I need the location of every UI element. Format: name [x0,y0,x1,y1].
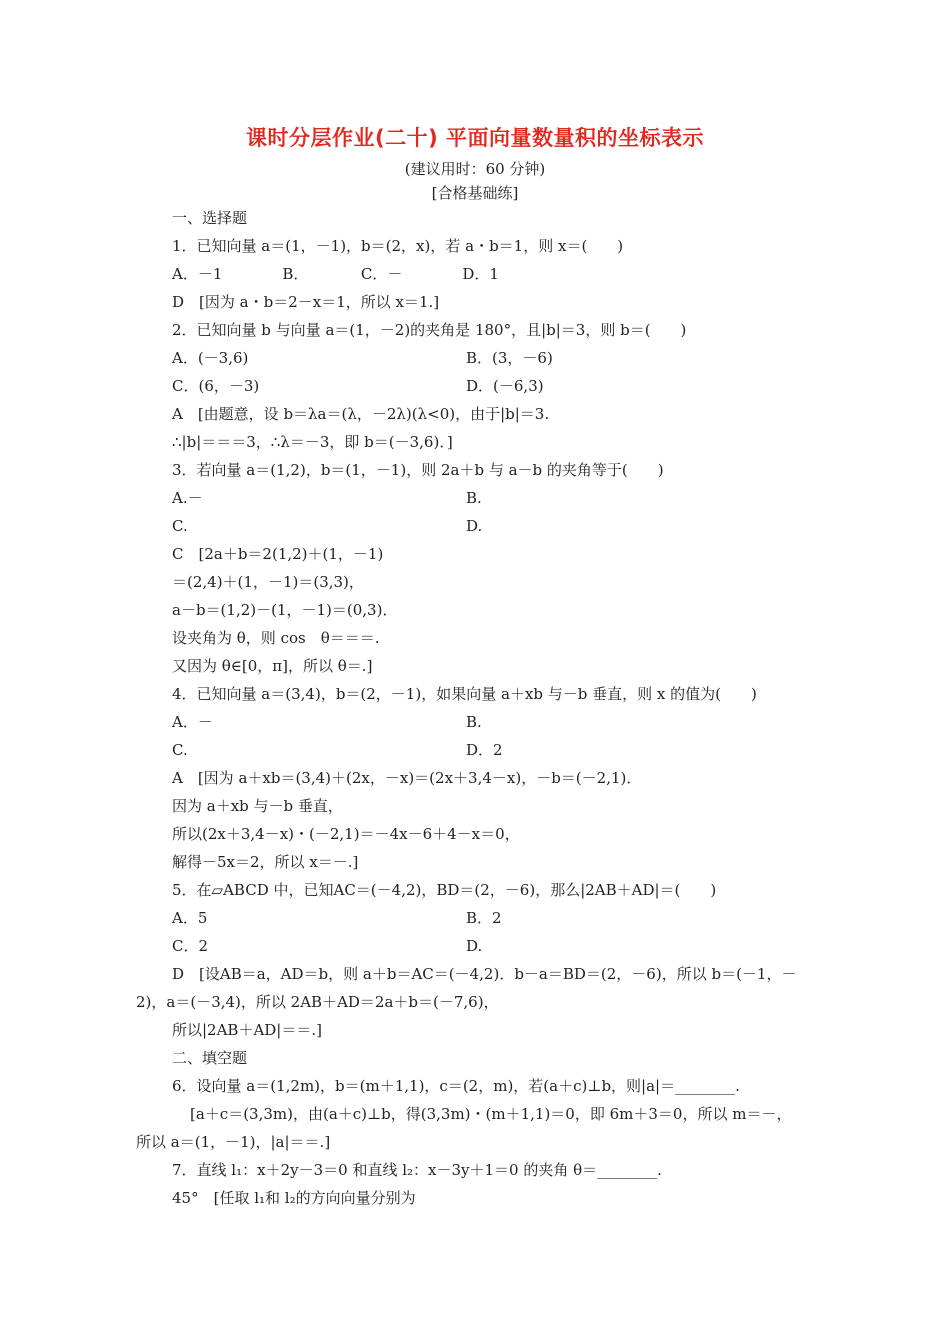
text-line: D. [466,937,483,955]
text-line: C. [172,517,188,535]
text-line: B. [466,713,482,731]
text-line: [a＋c＝(3,3m)，由(a＋c)⊥b，得(3,3m)・(m＋1,1)＝0，即 6m＋3＝0，所以 m＝－， [190,1105,792,1123]
text-line: A．5 [172,909,208,927]
text-line: ＝(2,4)＋(1，－1)＝(3,3)， [172,573,364,591]
text-line: 所以(2x＋3,4－x)・(－2,1)＝－4x－6＋4－x＝0， [172,825,520,843]
text-line: B. [466,489,482,507]
level-label: [合格基础练] [431,184,519,202]
text-line: 45° [任取 l₁和 l₂的方向向量分别为 [172,1189,416,1207]
text-line: C. [172,741,188,759]
text-line: A [因为 a＋xb＝(3,4)＋(2x，－x)＝(2x＋3,4－x)，－b＝(－2,1)． [172,769,642,787]
text-line: B．2 [466,909,502,927]
text-line: C [2a＋b＝2(1,2)＋(1，－1) [172,545,384,563]
text-line: ∴|b|＝＝＝3，∴λ＝－3，即 b＝(－3,6)．] [172,433,453,451]
text-line: 所以|2AB＋AD|＝＝.] [172,1021,322,1039]
text-line: 二、填空题 [172,1049,248,1067]
text-line: C．2 [172,937,209,955]
text-line: A.－ [172,489,203,507]
text-line: D [设AB＝a，AD＝b，则 a＋b＝AC＝(－4,2)．b－a＝BD＝(2，－6)，所以 b＝(－1，－ [172,965,797,983]
text-line: 解得－5x＝2，所以 x＝－.] [172,853,359,871]
text-line: 2)，a＝(－3,4)，所以 2AB＋AD＝2a＋b＝(－7,6)， [136,993,499,1011]
text-line: 因为 a＋xb 与－b 垂直， [172,797,343,815]
text-line: 2．已知向量 b 与向量 a＝(1，－2)的夹角是 180°，且|b|＝3，则 b＝( ) [172,321,687,339]
document-title: 课时分层作业(二十) 平面向量数量积的坐标表示 [245,126,704,150]
text-line: 又因为 θ∈[0，π]，所以 θ＝.] [172,657,373,675]
text-line: a－b＝(1,2)－(1，－1)＝(0,3)． [172,601,398,619]
text-line: A．(－3,6) [172,349,249,367]
text-line: D [因为 a・b＝2－x＝1，所以 x＝1.] [172,293,440,311]
text-line: B．(3，－6) [466,349,553,367]
text-line: 设夹角为 θ，则 cos θ＝＝＝. [172,629,380,647]
text-line: 4．已知向量 a＝(3,4)，b＝(2，－1)，如果向量 a＋xb 与－b 垂直，则 x 的值为( ) [172,685,757,703]
text-line: 3．若向量 a＝(1,2)，b＝(1，－1)，则 2a＋b 与 a－b 的夹角等于( ) [172,461,664,479]
text-line: C．(6，－3) [172,377,260,395]
text-line: D．(－6,3) [466,377,544,395]
text-line: D．2 [466,741,503,759]
suggested-time: (建议用时：60 分钟) [404,160,546,178]
text-line: 所以 a＝(1，－1)，|a|＝＝.] [136,1133,331,1151]
text-line: 一、选择题 [172,209,248,227]
text-line: A．－1 B． C．－ D．1 [172,265,499,283]
text-line: D. [466,517,483,535]
text-line: 1．已知向量 a＝(1，－1)，b＝(2，x)，若 a・b＝1，则 x＝( ) [172,237,624,255]
text-line: 5．在▱ABCD 中，已知AC＝(－4,2)，BD＝(2，－6)，那么|2AB＋AD|＝( ) [172,881,717,899]
text-line: A．－ [172,713,213,731]
text-line: A [由题意，设 b＝λa＝(λ，－2λ)(λ<0)，由于|b|＝3. [172,405,550,423]
text-line: 6．设向量 a＝(1,2m)，b＝(m＋1,1)，c＝(2，m)，若(a＋c)⊥b，则|a|＝________. [172,1077,740,1095]
text-line: 7．直线 l₁：x＋2y－3＝0 和直线 l₂：x－3y＋1＝0 的夹角 θ＝________. [172,1161,662,1179]
